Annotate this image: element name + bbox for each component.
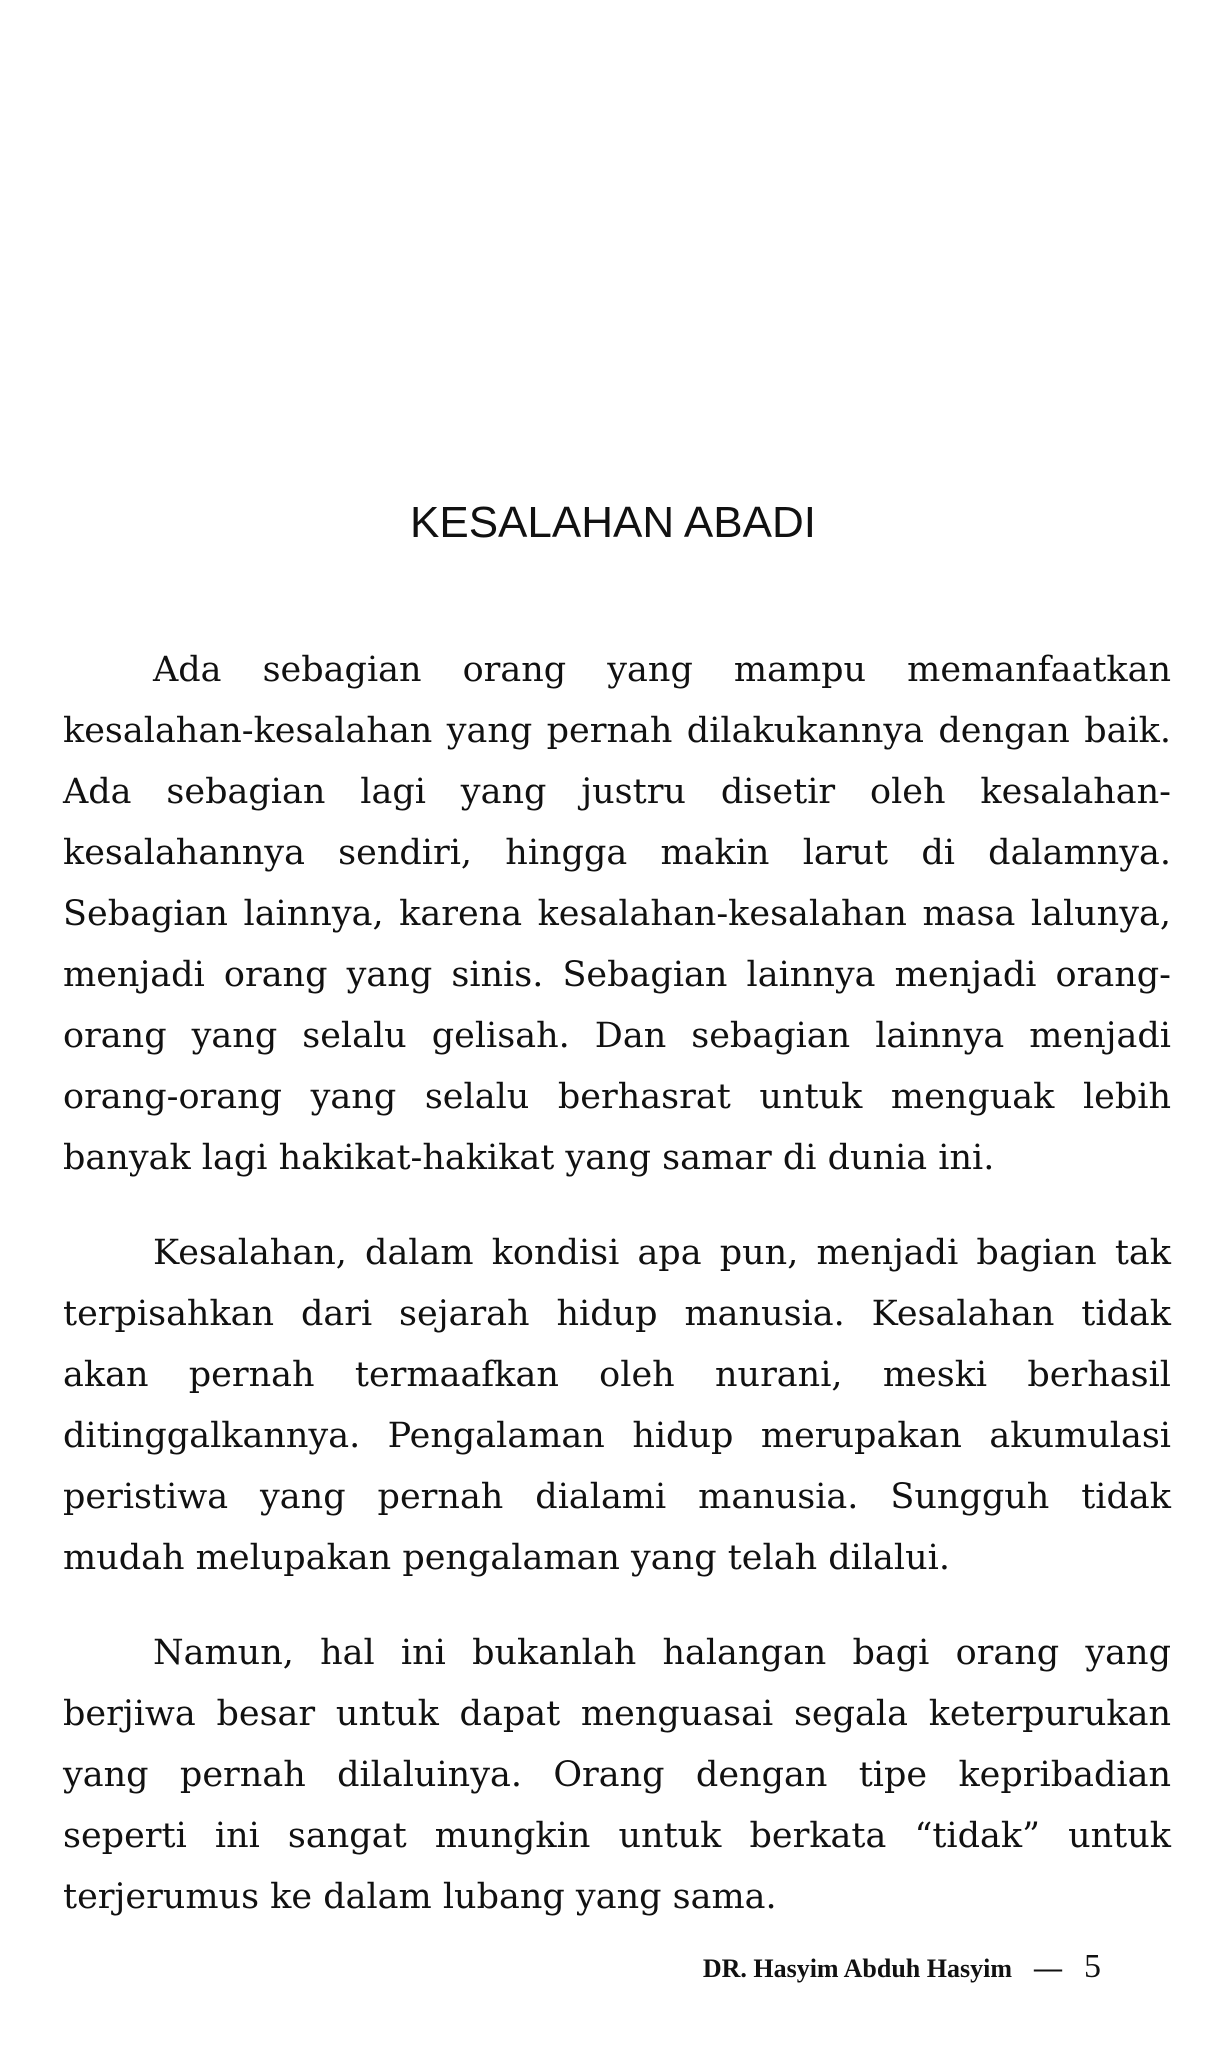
paragraph-3: Namun, hal ini bukanlah halangan bagi orang yang berjiwa besar untuk dapat menguasai segala keterpurukan yang pernah dilaluinya. Orang dengan tipe kepribadian seperti ini sangat mungkin untuk berkata “tidak” untuk terjerumus ke dalam lubang yang sama. xyxy=(63,1633,1171,1917)
body-text xyxy=(63,640,1171,1962)
paragraph-2: Kesalahan, dalam kondisi apa pun, menjadi bagian tak terpisahkan dari sejarah hidup manusia. Kesalahan tidak akan pernah termaafkan oleh nurani, meski berhasil ditinggalkannya. Pengalaman hidup merupakan akumulasi peristiwa yang pernah dialami manusia. Sungguh tidak mudah melupakan pengalaman yang telah dilalui. xyxy=(63,1233,1171,1578)
chapter-title: KESALAHAN ABADI xyxy=(410,498,816,547)
footer-dash: — xyxy=(1034,1953,1062,1984)
paragraph-1: Ada sebagian orang yang mampu memanfaatkan kesalahan-kesalahan yang pernah dilakukannya dengan baik. Ada sebagian lagi yang justru disetir oleh kesalahan-kesalahannya sendiri, hingga makin larut di dalamnya. Sebagian lainnya, karena kesalahan-kesalahan masa lalunya, menjadi orang yang sinis. Sebagian lainnya menjadi orang-orang yang selalu gelisah. Dan sebagian lainnya menjadi orang-orang yang selalu berhasrat untuk menguak lebih banyak lagi hakikat-hakikat yang samar di dunia ini. xyxy=(63,650,1171,1178)
footer-author: DR. Hasyim Abduh Hasyim xyxy=(702,1954,1012,1983)
page-number: 5 xyxy=(1084,1948,1101,1985)
page-footer xyxy=(703,1948,1101,1986)
